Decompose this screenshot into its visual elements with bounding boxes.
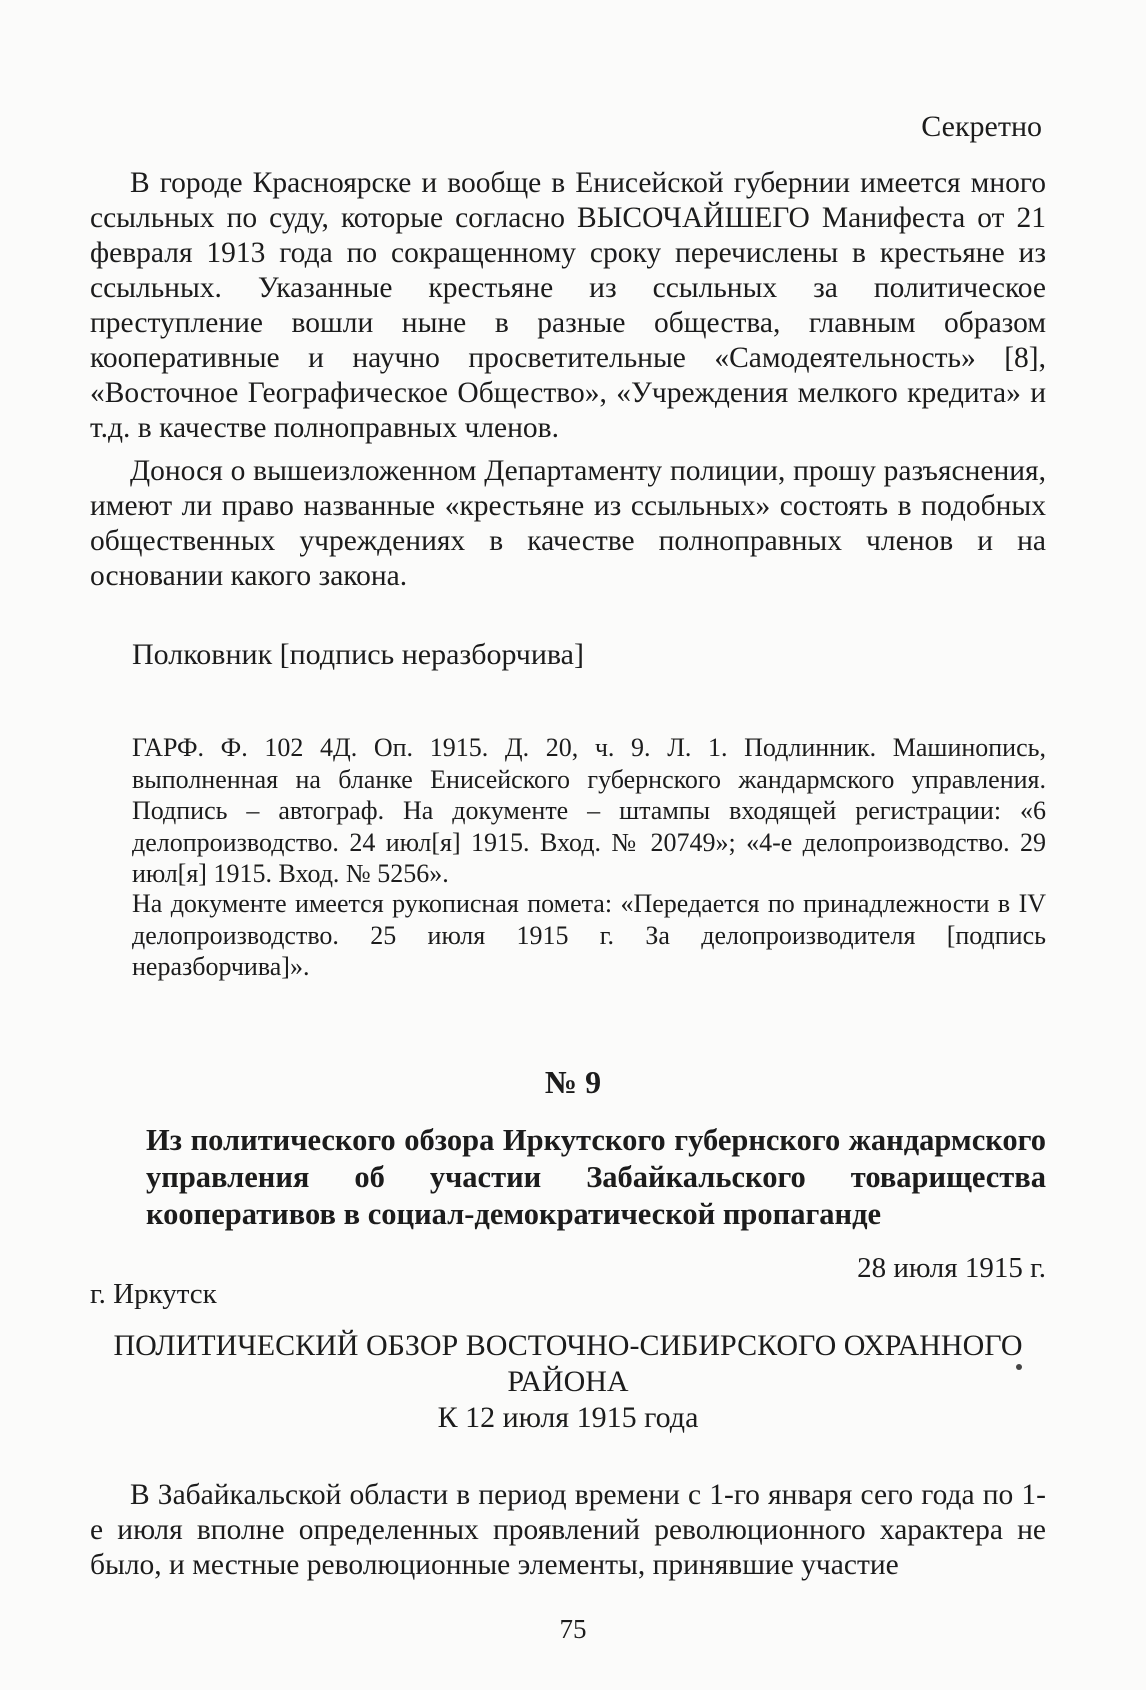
classification-label: Секретно [921,110,1042,143]
signature-line: Полковник [подпись неразборчива] [132,638,584,671]
review-paragraph: В Забайкальской области в период времени с 1-го января сего года по 1-е июля вполне определенных проявлений революционного характера не было, и местные революционные элементы, принявшие участие [90,1479,1046,1581]
archive-source-note: ГАРФ. Ф. 102 4Д. Оп. 1915. Д. 20, ч. 9. Л. 1. Подлинник. Машинопись, выполненная на бланке Енисейского губернского жандармского управления. Подпись – автограф. На документе – штампы входящей регистрации: «6 делопроизводство. 24 июл[я] 1915. Вход. № 20749»; «4-е делопроизводство. 29 июл[я] 1915. Вход. № 5256». [132,733,1046,888]
handwritten-mark-note: На документе имеется рукописная помета: «Передается по принадлежности в IV делопроизводство. 25 июля 1915 г. За делопроизводителя [подпись неразборчива]». [132,889,1046,981]
ink-dot [1016,1364,1022,1370]
review-heading-line: ПОЛИТИЧЕСКИЙ ОБЗОР ВОСТОЧНО-СИБИРСКОГО ОХРАННОГО [113,1329,1023,1362]
document-date: 28 июля 1915 г. [857,1252,1046,1284]
letter-body [90,166,1046,594]
review-heading [90,1328,1046,1436]
document-title: Из политического обзора Иркутского губернского жандармского управления об участии Забайкальского товарищества кооперативов в социал-демократической пропаганде [146,1123,1046,1231]
page-number: 75 [559,1614,587,1644]
review-heading-date: К 12 июля 1915 года [437,1401,699,1434]
letter-paragraph: В городе Красноярске и вообще в Енисейской губернии имеется много ссыльных по суду, которые согласно ВЫСОЧАЙШЕГО Манифеста от 21 февраля 1913 года по сокращенному сроку перечислены в крестьяне из ссыльных. Указанные крестьяне из ссыльных за политическое преступление вошли ныне в разные общества, главным образом кооперативные и научно просветительные «Самодеятельность» [8], «Восточное Географическое Общество», «Учреждения мелкого кредита» и т.д. в качестве полноправных членов. [90,167,1046,444]
document-number: № 9 [544,1064,602,1100]
review-body [90,1478,1046,1583]
review-heading-line: РАЙОНА [507,1365,629,1398]
document-place: г. Иркутск [90,1278,217,1310]
letter-paragraph: Донося о вышеизложенном Департаменту полиции, прошу разъяснения, имеют ли право названные «крестьяне из ссыльных» состоять в подобных общественных учреждениях в качестве полноправных членов и на основании какого закона. [90,455,1046,592]
